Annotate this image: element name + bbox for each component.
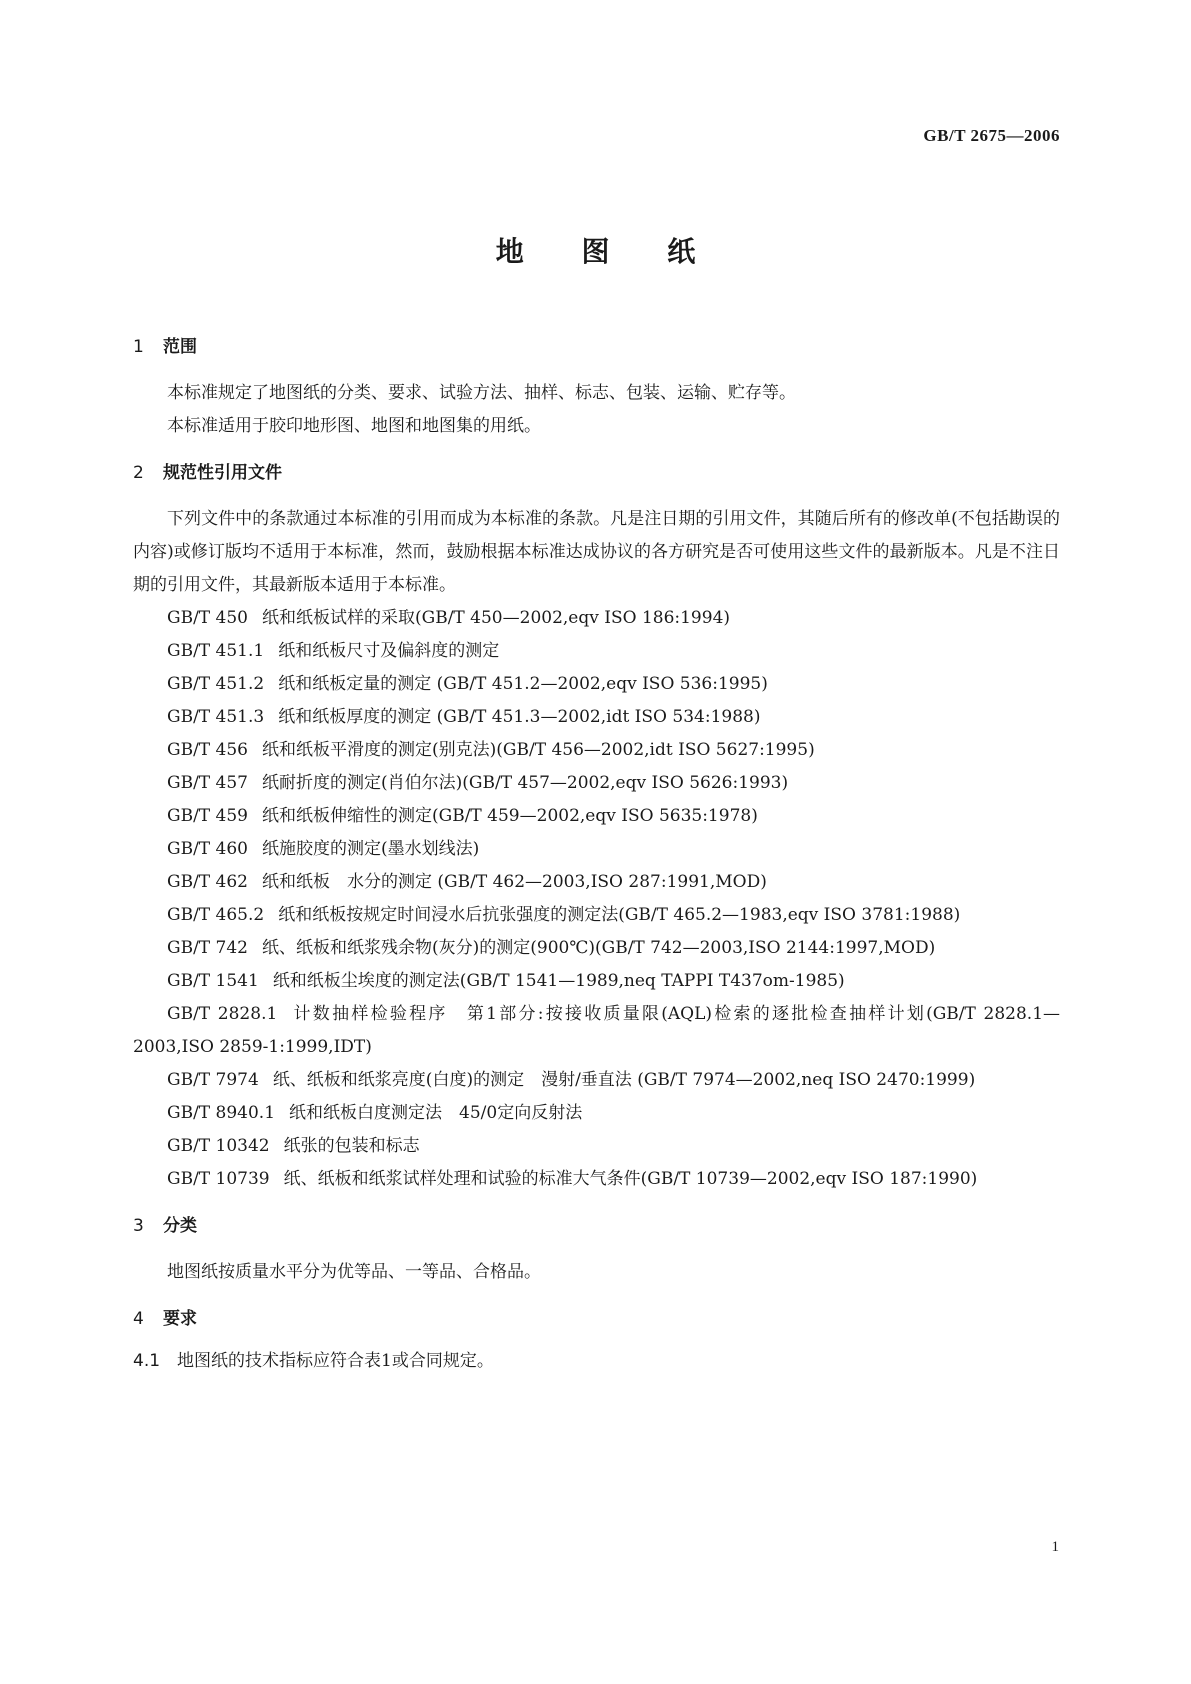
section-title: 要求 [163, 1309, 197, 1329]
section-number: 2 [133, 463, 144, 483]
document-title: 地 图 纸 [495, 235, 720, 268]
section-heading-classification [133, 1214, 1060, 1238]
paragraph: 地图纸按质量水平分为优等品、一等品、合格品。 [167, 1262, 541, 1282]
reference-item [133, 1097, 1060, 1130]
reference-code: GB/T 2828.1 [167, 1004, 278, 1024]
subclause-number: 4.1 [133, 1351, 161, 1371]
subclause-text: 地图纸的技术指标应符合表1或合同规定。 [177, 1351, 494, 1371]
reference-text: 纸和纸板伸缩性的测定(GB/T 459—2002,eqv ISO 5635:1978) [262, 806, 758, 826]
reference-code: GB/T 465.2 [167, 905, 265, 925]
reference-text: 纸、纸板和纸浆试样处理和试验的标准大气条件(GB/T 10739—2002,eqv ISO 187:1990) [283, 1169, 978, 1189]
reference-item [133, 899, 1060, 932]
section-title: 规范性引用文件 [163, 463, 282, 483]
reference-code: GB/T 8940.1 [167, 1103, 276, 1123]
reference-text: 纸和纸板定量的测定 (GB/T 451.2—2002,eqv ISO 536:1995) [278, 674, 768, 694]
reference-code: GB/T 742 [167, 938, 248, 958]
reference-item [133, 800, 1060, 833]
reference-text: 纸耐折度的测定(肖伯尔法)(GB/T 457—2002,eqv ISO 5626:1993) [262, 773, 789, 793]
reference-text: 纸和纸板尘埃度的测定法(GB/T 1541—1989,neq TAPPI T437om-1985) [272, 971, 845, 991]
reference-item [133, 998, 1060, 1064]
reference-text: 纸和纸板平滑度的测定(别克法)(GB/T 456—2002,idt ISO 5627:1995) [262, 740, 815, 760]
reference-item [133, 1130, 1060, 1163]
section-heading-normative-references [133, 461, 1060, 485]
reference-code: GB/T 451.2 [167, 674, 265, 694]
section-number: 3 [133, 1216, 144, 1236]
subclause [133, 1349, 1060, 1373]
reference-text: 纸施胶度的测定(墨水划线法) [262, 839, 480, 859]
reference-text: 纸、纸板和纸浆亮度(白度)的测定 漫射/垂直法 (GB/T 7974—2002,neq ISO 2470:1999) [272, 1070, 976, 1090]
section-title: 分类 [163, 1216, 197, 1236]
reference-code: GB/T 462 [167, 872, 248, 892]
reference-text: 纸和纸板白度测定法 45/0定向反射法 [289, 1103, 583, 1123]
reference-text: 纸和纸板按规定时间浸水后抗张强度的测定法(GB/T 465.2—1983,eqv ISO 3781:1988) [278, 905, 961, 925]
reference-item [133, 866, 1060, 899]
reference-text: 纸和纸板试样的采取(GB/T 450—2002,eqv ISO 186:1994) [262, 608, 731, 628]
reference-code: GB/T 460 [167, 839, 248, 859]
reference-code: GB/T 10342 [167, 1136, 270, 1156]
reference-item [133, 1064, 1060, 1097]
reference-item [133, 932, 1060, 965]
reference-item [133, 701, 1060, 734]
reference-text: 纸和纸板 水分的测定 (GB/T 462—2003,ISO 287:1991,MOD) [262, 872, 767, 892]
reference-item [133, 734, 1060, 767]
reference-code: GB/T 459 [167, 806, 248, 826]
section-heading-scope [133, 335, 1060, 359]
paragraph: 下列文件中的条款通过本标准的引用而成为本标准的条款。凡是注日期的引用文件，其随后所有的修改单(不包括勘误的内容)或修订版均不适用于本标准，然而，鼓励根据本标准达成协议的各方研究是否可使用这些文件的最新版本。凡是不注日期的引用文件，其最新版本适用于本标准。 [133, 509, 1060, 595]
reference-code: GB/T 451.3 [167, 707, 265, 727]
reference-item [133, 965, 1060, 998]
section-number: 4 [133, 1309, 144, 1329]
reference-code: GB/T 7974 [167, 1070, 259, 1090]
reference-item [133, 833, 1060, 866]
section-title: 范围 [163, 337, 197, 357]
reference-code: GB/T 457 [167, 773, 248, 793]
reference-text: 纸、纸板和纸浆残余物(灰分)的测定(900℃)(GB/T 742—2003,ISO 2144:1997,MOD) [262, 938, 936, 958]
reference-code: GB/T 451.1 [167, 641, 265, 661]
reference-text: 计数抽样检验程序 第1部分:按接收质量限(AQL)检索的逐批检查抽样计划(GB/T 2828.1—2003,ISO 2859-1:1999,IDT) [133, 1004, 1061, 1057]
reference-code: GB/T 450 [167, 608, 248, 628]
reference-item [133, 635, 1060, 668]
reference-item [133, 767, 1060, 800]
document-body [133, 335, 1060, 1373]
reference-item [133, 1163, 1060, 1196]
reference-item [133, 602, 1060, 635]
reference-item [133, 668, 1060, 701]
paragraph: 本标准规定了地图纸的分类、要求、试验方法、抽样、标志、包装、运输、贮存等。 [167, 383, 796, 403]
reference-code: GB/T 10739 [167, 1169, 270, 1189]
reference-code: GB/T 456 [167, 740, 248, 760]
section-heading-requirements [133, 1307, 1060, 1331]
page-number: 1 [1051, 1539, 1059, 1555]
reference-text: 纸张的包装和标志 [283, 1136, 420, 1156]
paragraph: 本标准适用于胶印地形图、地图和地图集的用纸。 [167, 416, 541, 436]
reference-code: GB/T 1541 [167, 971, 259, 991]
reference-text: 纸和纸板尺寸及偏斜度的测定 [278, 641, 500, 661]
section-number: 1 [133, 337, 144, 357]
standard-code: GB/T 2675—2006 [923, 126, 1060, 145]
reference-text: 纸和纸板厚度的测定 (GB/T 451.3—2002,idt ISO 534:1988) [278, 707, 761, 727]
